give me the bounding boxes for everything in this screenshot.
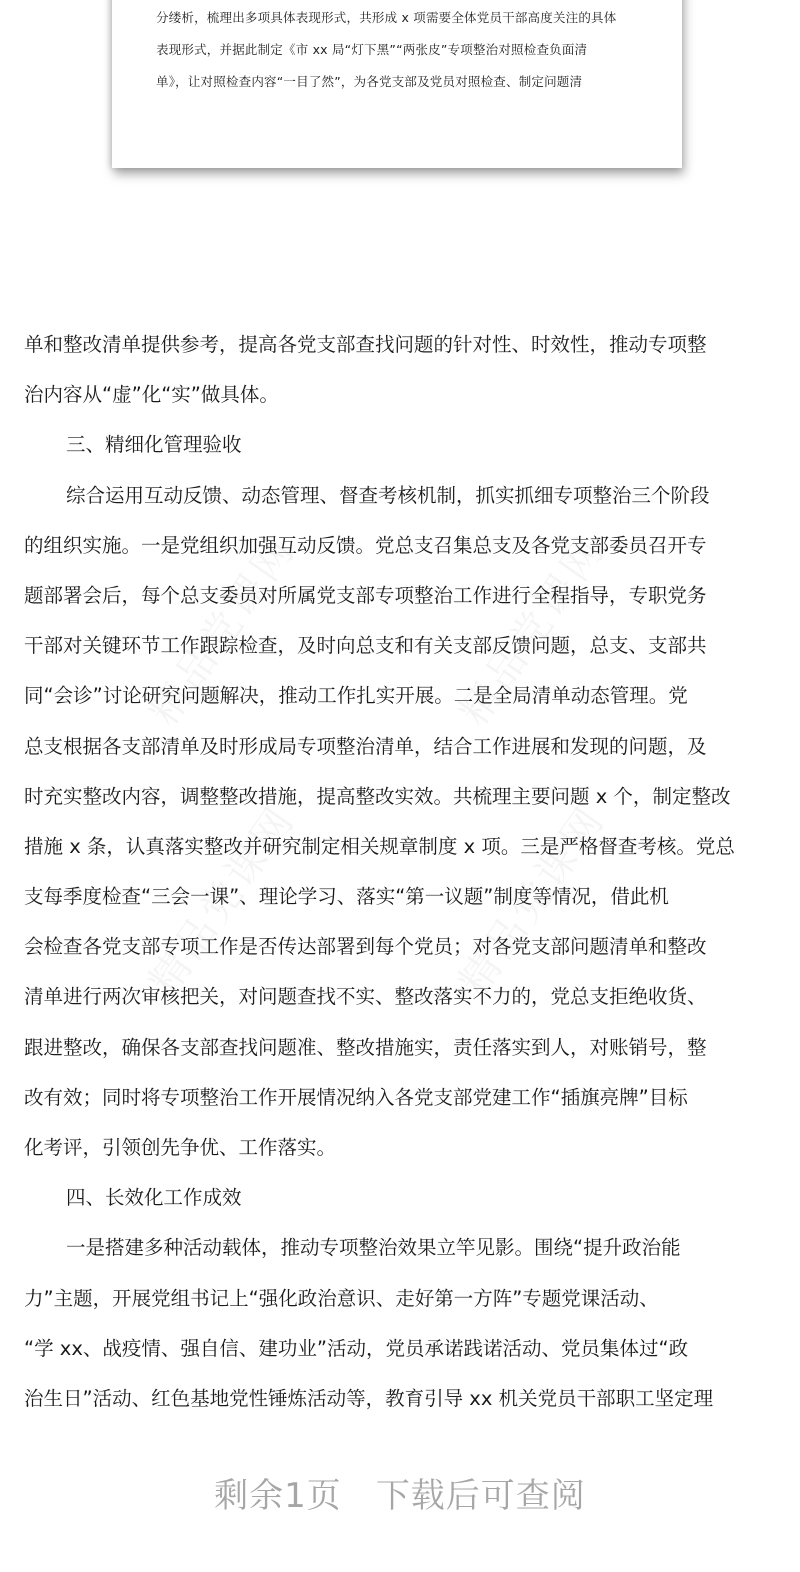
paragraph-line: 总支根据各支部清单及时形成局专项整治清单，结合工作进展和发现的问题，及	[24, 734, 707, 758]
paragraph-line: 措施 x 条，认真落实整改并研究制定相关规章制度 x 项。三是严格督查考核。党总	[24, 834, 735, 858]
page-preview-card	[112, 0, 682, 168]
paragraph-line: 一是搭建多种活动载体，推动专项整治效果立竿见影。围绕“提升政治能	[66, 1236, 681, 1260]
preview-card-text	[156, 2, 656, 98]
paragraph-line: 的组织实施。一是党组织加强互动反馈。党总支召集总支及各党支部委员召开专	[24, 533, 707, 557]
preview-line: 分缕析，梳理出多项具体表现形式，共形成 x 项需要全体党员干部高度关注的具体	[156, 10, 617, 25]
download-hint-label: 下载后可查阅	[375, 1476, 586, 1516]
paragraph-line: 题部署会后，每个总支委员对所属党支部专项整治工作进行全程指导，专职党务	[24, 583, 707, 607]
paragraph-line: 清单进行两次审核把关，对问题查找不实、整改落实不力的，党总支拒绝收货、	[24, 985, 707, 1009]
preview-line: 单》，让对照检查内容“一目了然”，为各党支部及党员对照检查、制定问题清	[156, 74, 583, 89]
section-heading: 三、精细化管理验收	[66, 433, 242, 457]
paragraph-line: 改有效；同时将专项整治工作开展情况纳入各党支部党建工作“插旗亮牌”目标	[24, 1085, 688, 1109]
paragraph-line: 综合运用互动反馈、动态管理、督查考核机制，抓实抓细专项整治三个阶段	[66, 483, 710, 507]
paragraph-line: 治内容从“虚”化“实”做具体。	[24, 383, 279, 407]
paragraph-line: 化考评，引领创先争优、工作落实。	[24, 1136, 337, 1159]
paragraph-line: 支每季度检查“三会一课”、理论学习、落实“第一议题”制度等情况，借此机	[24, 885, 669, 909]
paragraph-line: 会检查各党支部专项工作是否传达部署到每个党员；对各党支部问题清单和整改	[24, 935, 707, 959]
paragraph-line: 干部对关键环节工作跟踪检查，及时向总支和有关支部反馈问题，总支、支部共	[24, 634, 707, 658]
paragraph-line: 同“会诊”讨论研究问题解决，推动工作扎实开展。二是全局清单动态管理。党	[24, 684, 688, 708]
paragraph-line: 治生日”活动、红色基地党性锤炼活动等，教育引导 xx 机关党员干部职工坚定理	[24, 1386, 714, 1410]
paragraph-line: 单和整改清单提供参考，提高各党支部查找问题的针对性、时效性，推动专项整	[24, 333, 707, 356]
paragraph-line: 力”主题，开展党组书记上“强化政治意识、走好第一方阵”专题党课活动、	[24, 1286, 659, 1310]
preview-line: 表现形式，并据此制定《市 xx 局“灯下黑”“两张皮”专项整治对照检查负面清	[156, 42, 588, 57]
paragraph-line: “学 xx、战疫情、强自信、建功业”活动，党员承诺践诺活动、党员集体过“政	[24, 1336, 689, 1360]
remaining-pages-notice[interactable]	[0, 1468, 800, 1517]
section-heading: 四、长效化工作成效	[66, 1186, 242, 1210]
paragraph-line: 时充实整改内容，调整整改措施，提高整改实效。共梳理主要问题 x 个，制定整改	[24, 784, 731, 808]
remaining-pages-label: 剩余1页	[214, 1476, 342, 1516]
paragraph-line: 跟进整改，确保各支部查找问题准、整改措施实，责任落实到人，对账销号，整	[24, 1035, 707, 1059]
document-body	[24, 320, 784, 1424]
